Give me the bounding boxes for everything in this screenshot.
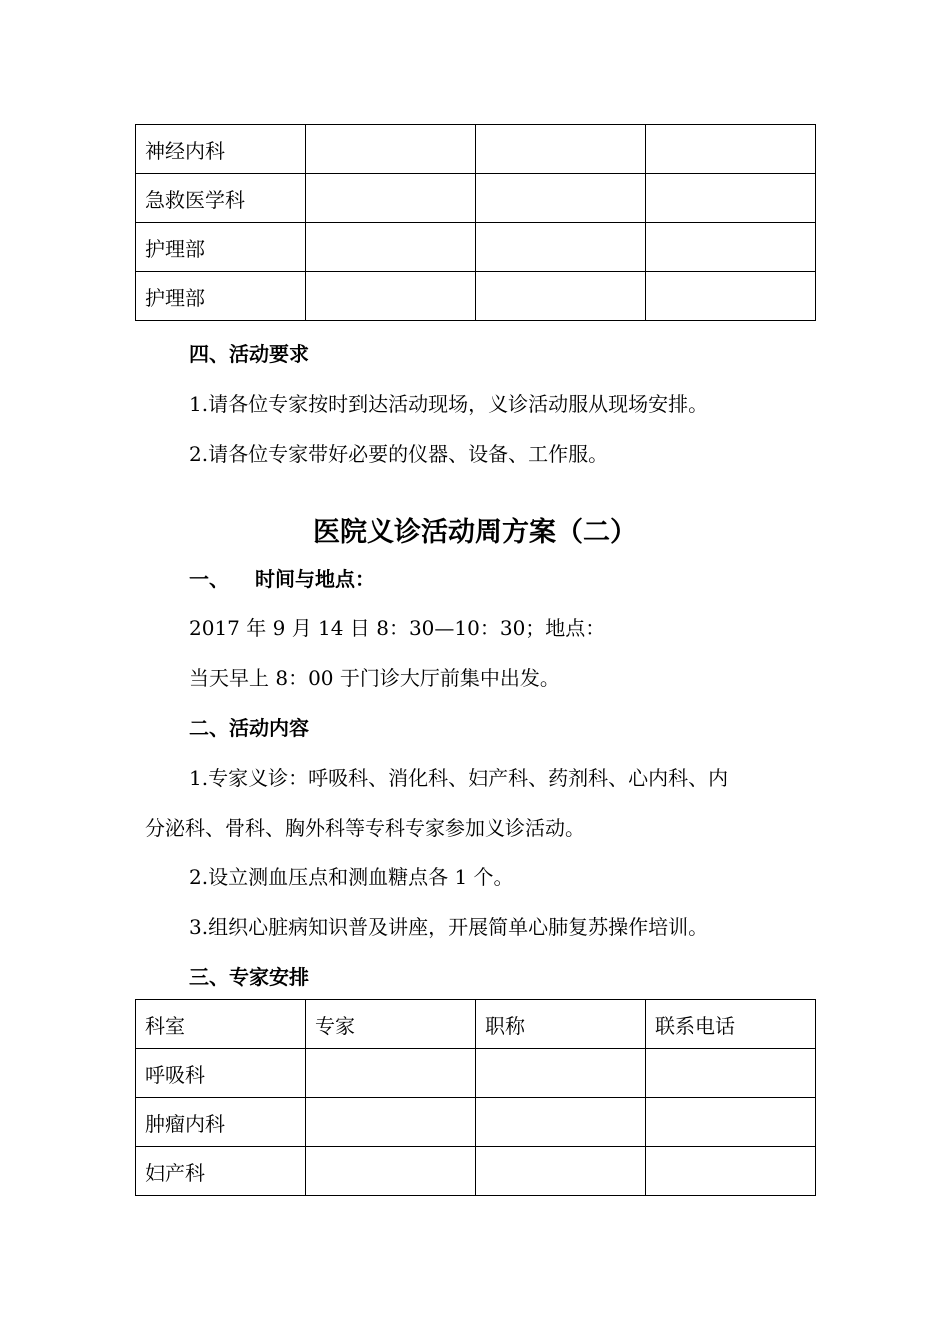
paragraph: 1.请各位专家按时到达活动现场，义诊活动服从现场安排。 [189,392,709,416]
table-row [136,223,816,272]
table-cell [646,125,816,174]
table-cell: 肿瘤内科 [136,1098,306,1147]
table-cell [476,272,646,321]
table-cell: 神经内科 [136,125,306,174]
table-cell [646,174,816,223]
table-header-cell: 专家 [306,1000,476,1049]
table-cell [476,125,646,174]
table-1 [135,124,816,321]
table-cell [476,1147,646,1196]
table-cell [306,1147,476,1196]
table-cell [306,272,476,321]
section-heading-text: 时间与地点： [255,567,375,591]
table-cell [306,125,476,174]
table-cell [646,1098,816,1147]
table-row [136,1147,816,1196]
paragraph: 2.请各位专家带好必要的仪器、设备、工作服。 [189,442,609,466]
table-header-cell: 联系电话 [646,1000,816,1049]
table-row [136,272,816,321]
table-header-cell: 科室 [136,1000,306,1049]
table-row [136,1049,816,1098]
table-cell: 急救医学科 [136,174,306,223]
section-heading: 四、活动要求 [189,342,309,366]
table-cell [646,272,816,321]
paragraph: 2017 年 9 月 14 日 8：30—10：30；地点： [189,616,606,640]
table-cell [306,223,476,272]
table-row [136,1098,816,1147]
table-cell [306,1049,476,1098]
table-cell [646,1049,816,1098]
document-title: 医院义诊活动周方案（二） [313,517,637,548]
table-cell [306,174,476,223]
section-number: 一、 [189,567,229,591]
section-heading [189,565,375,593]
table-row [136,125,816,174]
paragraph: 1.专家义诊：呼吸科、消化科、妇产科、药剂科、心内科、内 [189,766,729,790]
table-cell [476,1049,646,1098]
section-heading: 三、专家安排 [189,965,309,989]
table-cell: 妇产科 [136,1147,306,1196]
table-header-cell: 职称 [476,1000,646,1049]
paragraph: 分泌科、骨科、胸外科等专科专家参加义诊活动。 [145,816,585,840]
table-cell [646,223,816,272]
table-header-row [136,1000,816,1049]
table-cell [646,1147,816,1196]
table-cell [476,174,646,223]
table-cell: 呼吸科 [136,1049,306,1098]
table-cell: 护理部 [136,223,306,272]
table-cell [476,223,646,272]
paragraph: 2.设立测血压点和测血糖点各 1 个。 [189,865,514,889]
paragraph: 当天早上 8：00 于门诊大厅前集中出发。 [189,666,560,690]
table-cell: 护理部 [136,272,306,321]
table-2 [135,999,816,1196]
table-row [136,174,816,223]
section-heading: 二、活动内容 [189,716,309,740]
table-cell [476,1098,646,1147]
paragraph: 3.组织心脏病知识普及讲座，开展简单心肺复苏操作培训。 [189,915,709,939]
table-cell [306,1098,476,1147]
